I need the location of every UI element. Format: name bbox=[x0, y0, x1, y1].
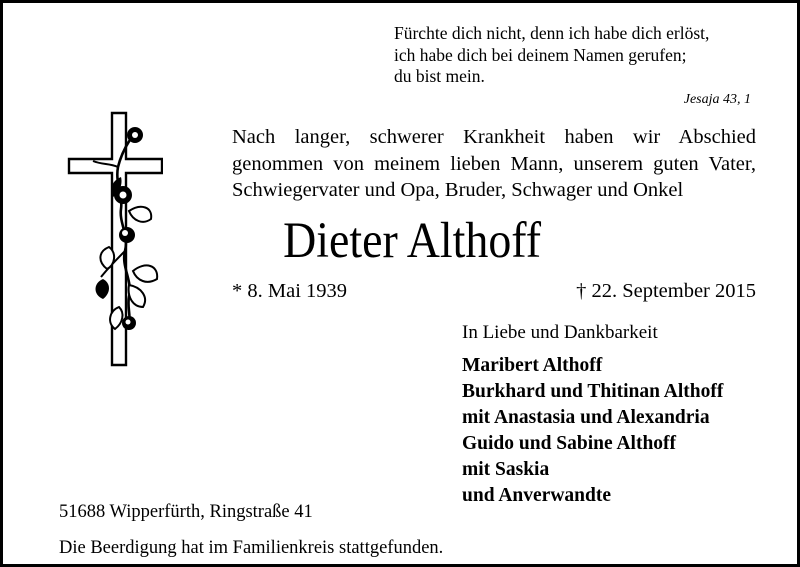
announcement-line: Nach langer, schwerer Krankheit haben wir Abschied bbox=[232, 126, 756, 148]
deceased-name: Dieter Althoff bbox=[283, 213, 542, 269]
closing-intro: In Liebe und Dankbarkeit bbox=[462, 322, 658, 343]
mourner-line: Burkhard und Thitinan Althoff bbox=[462, 381, 724, 402]
mourner-line: Guido und Sabine Althoff bbox=[462, 433, 677, 454]
verse-line: Fürchte dich nicht, denn ich habe dich erlöst, bbox=[394, 23, 710, 43]
funeral-note: Die Beerdigung hat im Familienkreis stattgefunden. bbox=[59, 538, 444, 558]
family-address: 51688 Wipperfürth, Ringstraße 41 bbox=[59, 502, 313, 522]
mourners-list bbox=[462, 353, 723, 509]
death-date: † 22. September 2015 bbox=[576, 280, 756, 302]
mourner-line: mit Anastasia und Alexandria bbox=[462, 407, 710, 428]
verse-line: ich habe dich bei deinem Namen gerufen; bbox=[394, 44, 687, 65]
mourner-line: und Anverwandte bbox=[462, 485, 611, 506]
mourner-line: mit Saskia bbox=[462, 459, 550, 480]
announcement-line: Schwiegervater und Opa, Bruder, Schwager und Onkel bbox=[232, 179, 684, 201]
announcement-line: genommen von meinem lieben Mann, unserem guten Vater, bbox=[232, 152, 756, 175]
mourner-line: Maribert Althoff bbox=[462, 355, 603, 376]
verse-reference: Jesaja 43, 1 bbox=[683, 92, 751, 107]
verse-line: du bist mein. bbox=[394, 66, 485, 86]
bible-verse bbox=[394, 23, 709, 88]
death-announcement bbox=[232, 124, 756, 204]
birth-date: * 8. Mai 1939 bbox=[232, 280, 348, 302]
